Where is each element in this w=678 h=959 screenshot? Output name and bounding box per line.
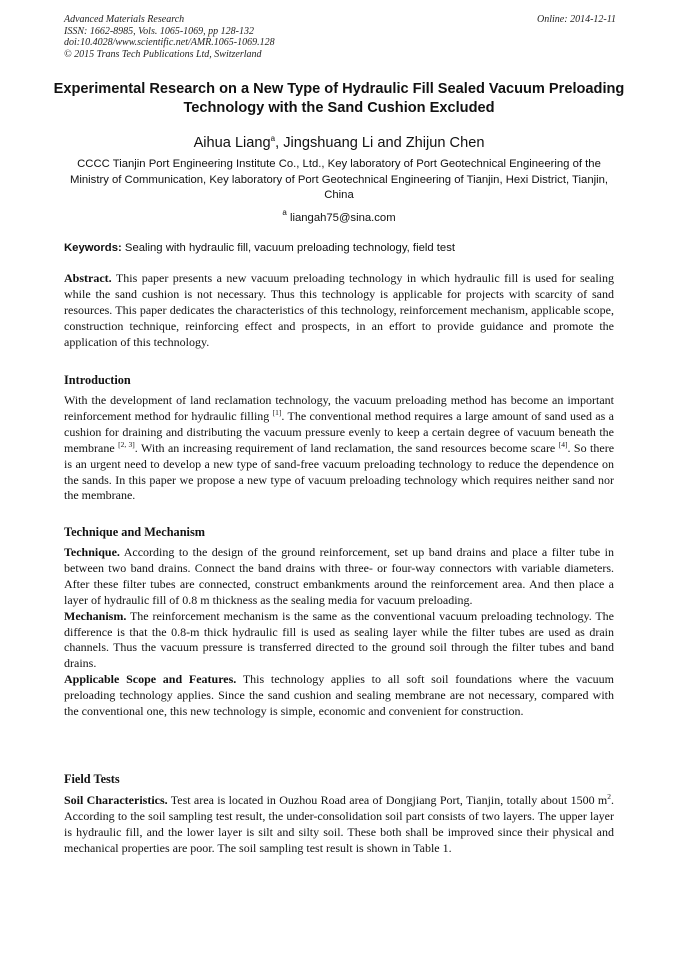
scope-text: This technology applies to all soft soil foundations where the vacuum preloading technology applies. Since the sand cushion and sealing membrane are not necessary, compared with the conventional one, this new technology is simple, economic and convenient for construction. — [64, 672, 615, 719]
paper-title: Experimental Research on a New Type of Hydraulic Fill Sealed Vacuum Preloading Technology with the Sand Cushion Excluded — [53, 81, 625, 116]
mechanism-paragraph — [64, 609, 614, 673]
intro-text-3: . With an increasing requirement of land reclamation, the sand resources become scare — [134, 440, 559, 455]
issn-line: ISSN: 1662-8985, Vols. 1065-1069, pp 128-132 — [64, 25, 254, 37]
online-date: Online: 2014-12-11 — [537, 14, 616, 25]
technique-paragraph — [64, 545, 614, 609]
technique-section-body — [64, 545, 614, 720]
technique-label: Technique. — [64, 545, 120, 559]
intro-text-4: . So there is an urgent need to develop a new type of sand-free vacuum preloading technology to reduce the dependence on the sands. In this paper we propose a new type of vacuum preloading technology which requires neither sand nor the membrane. — [64, 440, 615, 503]
email-mark: a — [282, 208, 287, 217]
abstract — [64, 271, 614, 351]
other-authors: , Jingshuang Li and Zhijun Chen — [275, 135, 485, 151]
citation-3: [4] — [558, 439, 568, 449]
keywords-label: Keywords: — [64, 242, 122, 254]
keywords — [64, 241, 616, 255]
abstract-text: This paper presents a new vacuum preloading technology in which hydraulic fill is used for sealing while the sand cushion is not necessary. Thus this technology is applicable for projects with scarcity of sand resources. This paper dedicates the characteristics of this technology, reinforcement mechanism, applicable scope, construction technique, reinforcing effect and prospects, in an effort to provide guidance and promote the application of this technology. — [64, 271, 614, 349]
section-heading-field-tests: Field Tests — [64, 772, 120, 786]
field-tests-paragraph — [64, 793, 614, 857]
scope-label: Applicable Scope and Features. — [64, 672, 237, 687]
abstract-label: Abstract. — [64, 271, 112, 285]
section-heading-technique: Technique and Mechanism — [64, 525, 205, 539]
section-heading-introduction: Introduction — [64, 373, 131, 387]
keywords-text: Sealing with hydraulic fill, vacuum preloading technology, field test — [121, 242, 455, 254]
affiliation: CCCC Tianjin Port Engineering Institute Co., Ltd., Key laboratory of Port Geotechnical Engineering of the Ministry of Communication, Key laboratory of Port Geotechnical Engineering of Tianjin, Hexi District, Tianjin, China — [69, 158, 609, 202]
email-address: liangah75@sina.com — [289, 212, 396, 224]
author-list — [40, 130, 638, 152]
mechanism-label: Mechanism. — [64, 608, 127, 623]
copyright-line: © 2015 Trans Tech Publications Ltd, Switzerland — [64, 48, 262, 60]
area-unit-superscript: 2 — [607, 792, 612, 801]
author-email — [40, 206, 638, 225]
intro-text-1: With the development of land reclamation technology, the vacuum preloading method has become an important reinforcement method for hydraulic filling — [64, 393, 614, 423]
technique-text: According to the design of the ground reinforcement, set up band drains and place a filter tube in between two band drains. Connect the band drains with three- or four-way connectors with variable diameters. After these filter tubes are connected, construct embankments around the reinforcement area. And then place a layer of hydraulic fill of 0.8 m thickness as the sealing media for vacuum preloading. — [64, 545, 614, 607]
soil-label: Soil Characteristics. — [64, 793, 168, 807]
mechanism-text: The reinforcement mechanism is the same as the conventional vacuum preloading technology. The difference is that the 0.8-m thick hydraulic fill is used as sealing layer while the filter tubes are used as drain channels. Thus the vacuum pressure is transferred directed to the ground soil through the filter tubes and band drains. — [64, 608, 614, 671]
journal-name: Advanced Materials Research — [64, 14, 185, 25]
journal-header — [64, 14, 616, 60]
soil-text-1: Test area is located in Ouzhou Road area of Dongjiang Port, Tianjin, totally about 1500 m — [167, 793, 608, 807]
author-1-affiliation-mark: a — [270, 134, 276, 143]
author-1: Aihua Liang — [193, 135, 271, 151]
doi-line: doi:10.4028/www.scientific.net/AMR.1065-1069.128 — [64, 37, 275, 48]
intro-text-2: . The conventional method requires a large amount of sand used as a cushion for draining and distributing the vacuum pressure evenly to keep a certain degree of vacuum beneath the membrane — [64, 408, 614, 455]
citation-2: [2, 3] — [118, 439, 135, 449]
citation-1: [1] — [272, 407, 282, 417]
soil-text-2: . According to the soil sampling test result, the under-consolidation soil part consists of two layers. The upper layer is hydraulic fill, and the lower layer is silt and silty soil. These both shall be improved since their physical and mechanical properties are poor. The soil sampling test result is shown in Table 1. — [64, 793, 615, 855]
introduction-paragraph — [64, 393, 614, 504]
scope-paragraph — [64, 672, 614, 720]
